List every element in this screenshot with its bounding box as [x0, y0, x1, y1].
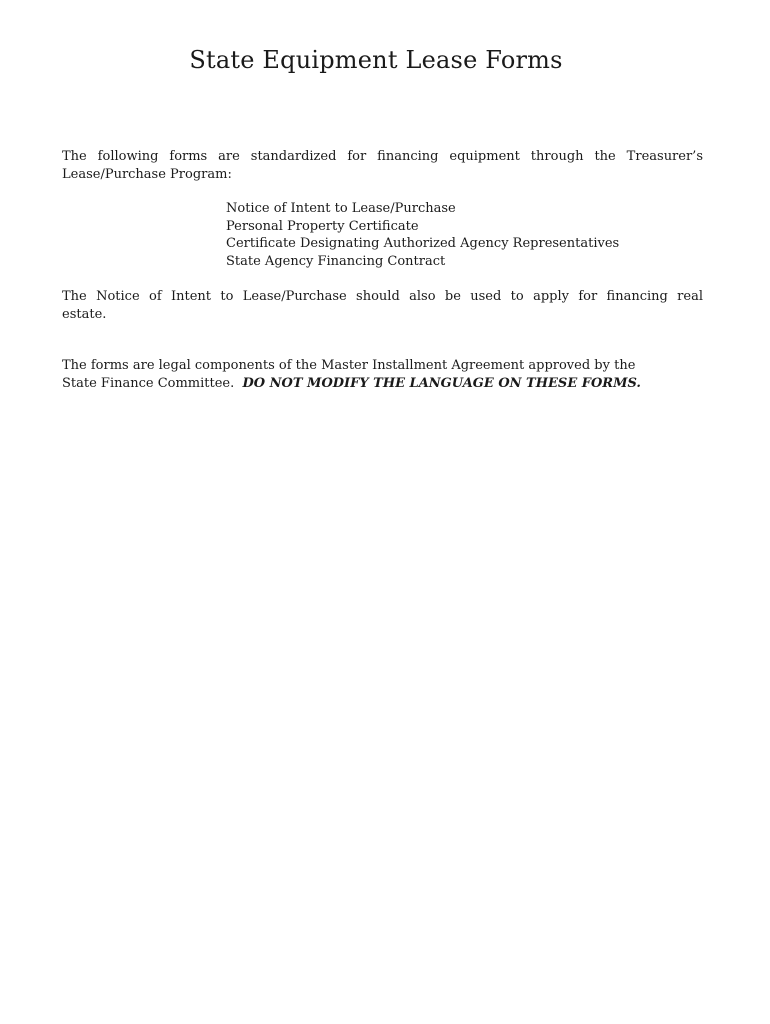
form-item-personal-property-certificate: Personal Property Certificate: [226, 218, 419, 234]
form-item-notice-of-intent: Notice of Intent to Lease/Purchase: [226, 201, 456, 216]
legal-line-2-text: State Finance Committee.: [62, 376, 235, 391]
real-estate-line-2: estate.: [62, 307, 107, 322]
forms-list: [226, 200, 619, 270]
legal-line-1: The forms are legal components of the Master Installment Agreement approved by the: [62, 358, 636, 373]
do-not-modify-warning: DO NOT MODIFY THE LANGUAGE ON THESE FORMS.: [242, 376, 641, 391]
form-item-financing-contract: State Agency Financing Contract: [226, 253, 446, 269]
intro-line-1: The following forms are standardized for financing equipment through the Treasurer’s: [62, 149, 703, 164]
real-estate-paragraph: [62, 288, 703, 324]
form-item-authorized-agency-representatives: Certificate Designating Authorized Agency Representatives: [226, 236, 620, 251]
legal-line-2: [62, 375, 703, 393]
legal-paragraph: [62, 357, 703, 393]
real-estate-line-1: The Notice of Intent to Lease/Purchase should also be used to apply for financing real: [62, 289, 703, 304]
page-title: State Equipment Lease Forms: [189, 46, 563, 74]
intro-paragraph: [62, 148, 703, 184]
intro-line-2: Lease/Purchase Program:: [62, 167, 232, 182]
